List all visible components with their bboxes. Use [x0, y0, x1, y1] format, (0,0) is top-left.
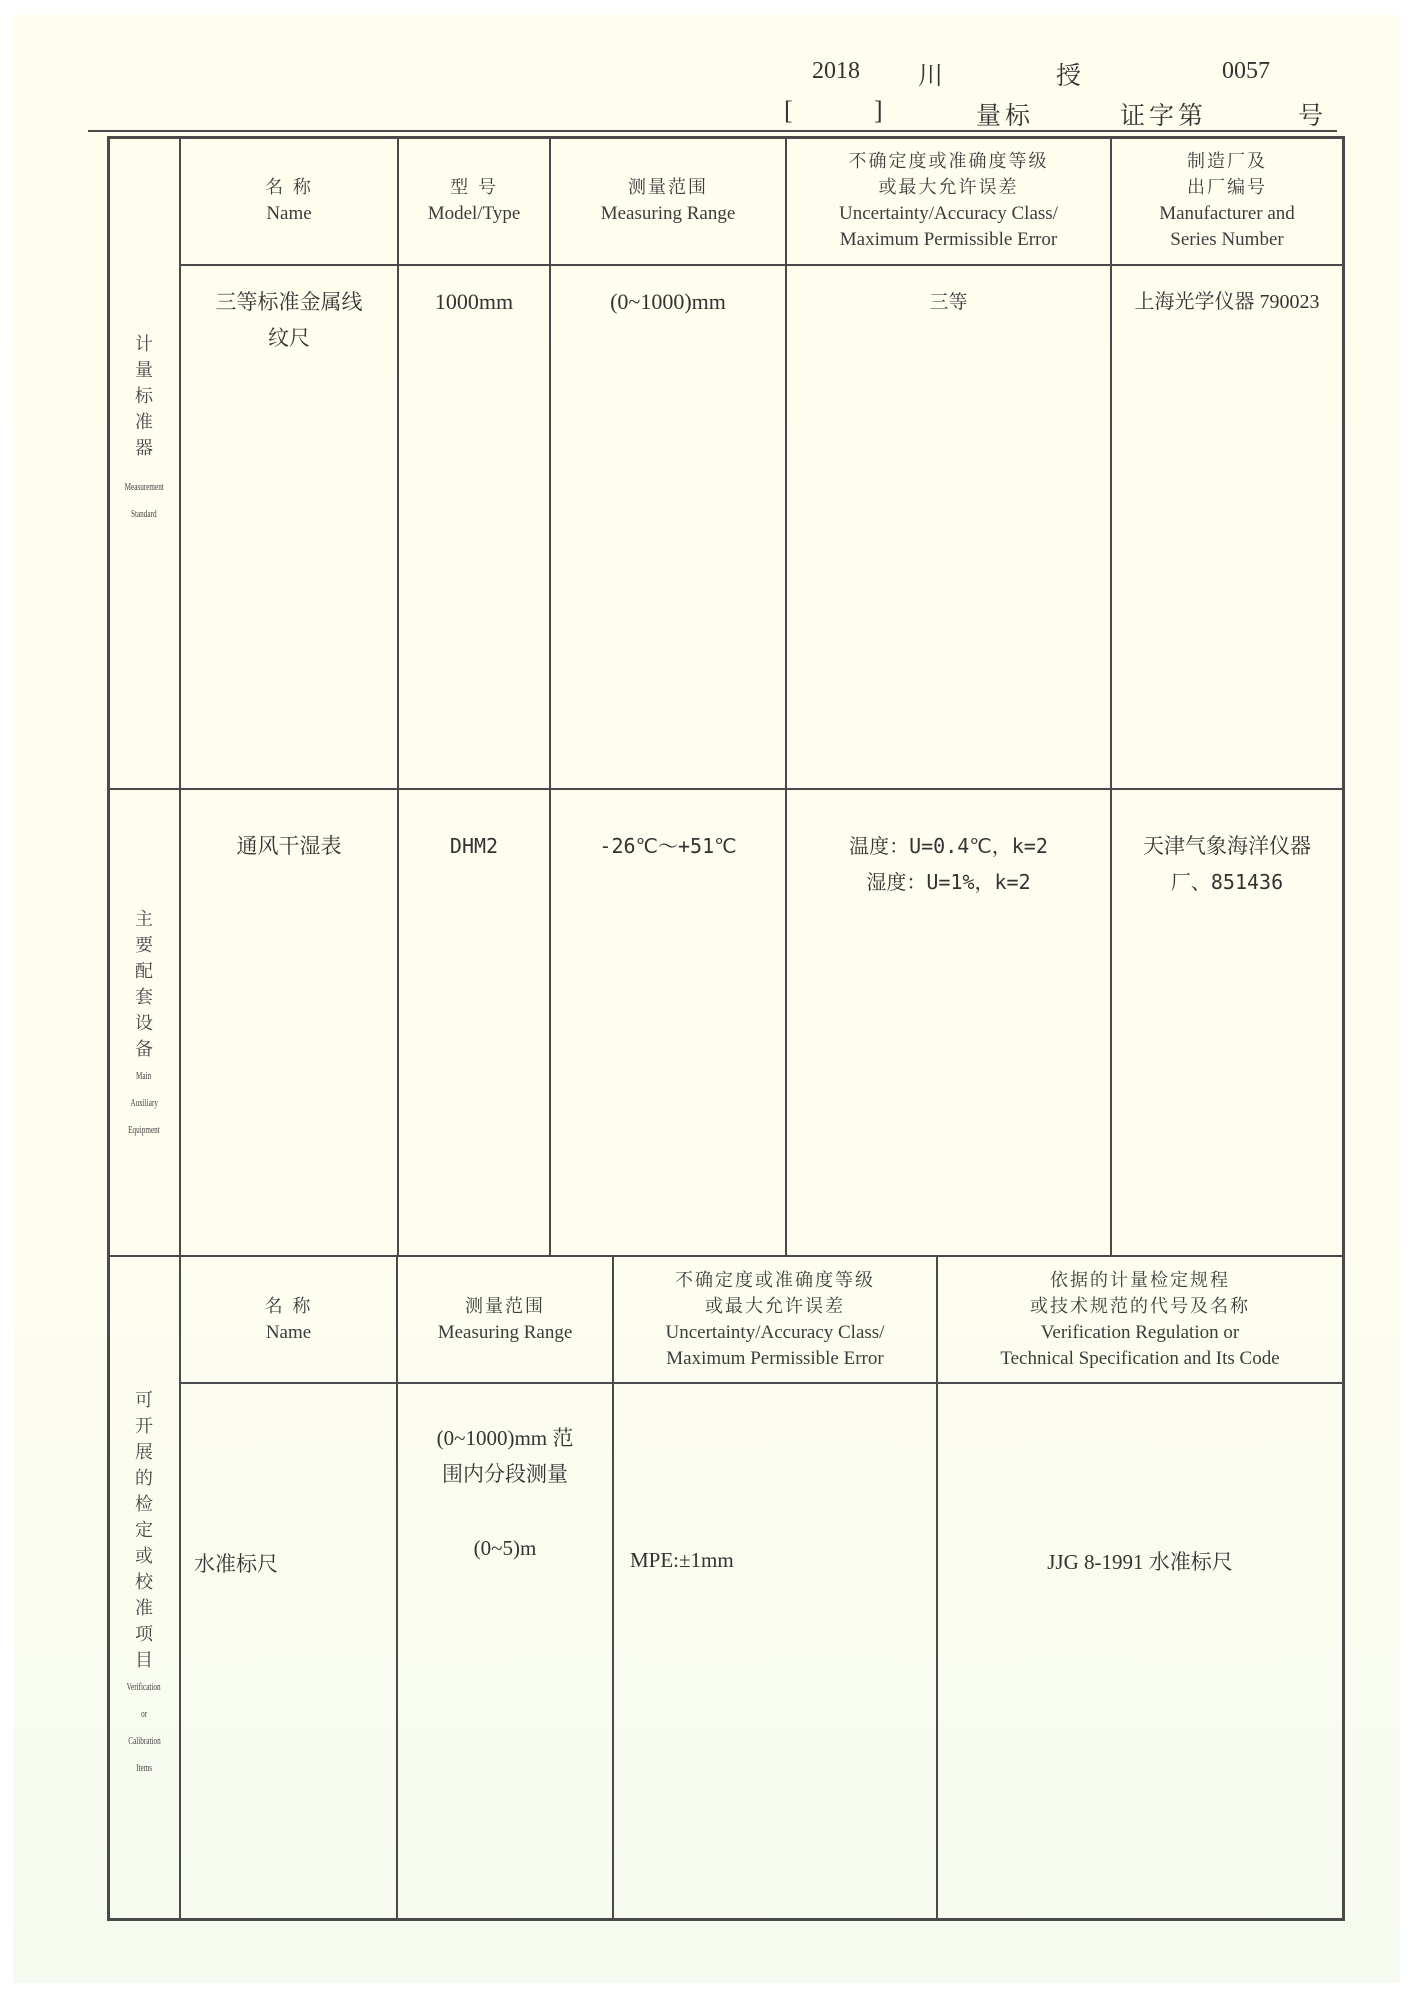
side-label-en: Main	[136, 1070, 152, 1082]
header-range	[551, 138, 785, 264]
header-uncertainty-en: Uncertainty/Accuracy Class/	[839, 203, 1058, 224]
header-uncertainty	[787, 138, 1110, 264]
equipment-uncertainty	[787, 810, 1110, 900]
side-label-cn: 主要配套设备	[135, 908, 153, 1060]
items-header-regulation-en: Verification Regulation or	[1040, 1321, 1240, 1343]
standard-manufacturer	[1112, 266, 1342, 320]
header-model-en: Model/Type	[427, 203, 521, 224]
header-name-en: Name	[266, 203, 312, 224]
side-label-measurement-standard	[108, 290, 180, 570]
standard-uncertainty-value: 三等	[929, 291, 968, 313]
items-header-regulation	[938, 1257, 1342, 1382]
cert-open-bracket: [	[784, 96, 793, 125]
side-label-en: Calibration	[127, 1736, 161, 1747]
equipment-model	[399, 810, 549, 864]
items-header-name-cn: 名 称	[264, 1295, 313, 1317]
cert-region: 川	[918, 61, 948, 90]
header-name-cn: 名 称	[265, 177, 313, 198]
item-uncertainty: MPE:±1mm	[630, 1548, 734, 1572]
items-header-regulation-cn: 或技术规范的代号及名称	[1030, 1295, 1250, 1317]
side-label-en: or	[140, 1709, 148, 1720]
standard-range-value: (0~1000)mm	[610, 289, 726, 314]
items-header-uncertainty	[614, 1257, 936, 1382]
header-range-en: Measuring Range	[600, 203, 736, 224]
cert-label-end: 号	[1298, 101, 1328, 130]
table-bottom-border	[107, 1918, 1345, 1921]
side-label-cn: 可开展的检定或校准项目	[135, 1390, 153, 1671]
header-manufacturer-cn: 制造厂及	[1187, 151, 1267, 172]
header-uncertainty-cn: 或最大允许误差	[878, 177, 1019, 198]
item-regulation	[938, 1546, 1342, 1576]
header-model-cn: 型 号	[450, 177, 498, 198]
items-header-regulation-cn: 依据的计量检定规程	[1050, 1269, 1230, 1291]
side-label-calibration-items	[108, 1375, 180, 1795]
items-header-name	[181, 1257, 396, 1382]
cert-number: 0057	[1222, 58, 1270, 84]
side-label-en: Measurement	[124, 482, 164, 493]
header-manufacturer-en: Series Number	[1170, 229, 1284, 250]
item-range-line: (0~5)m	[473, 1536, 537, 1560]
item-name: 水准标尺	[194, 1552, 278, 1576]
side-label-en: Auxiliary	[130, 1097, 158, 1109]
side-label-en: Verification	[126, 1682, 161, 1693]
items-header-uncertainty-en: Uncertainty/Accuracy Class/	[665, 1321, 885, 1343]
items-header-uncertainty-cn: 不确定度或准确度等级	[675, 1269, 875, 1291]
header-model	[399, 138, 549, 264]
header-name	[181, 138, 397, 264]
header-rule	[88, 130, 1337, 132]
side-label-en: Items	[136, 1763, 152, 1774]
standard-uncertainty	[787, 266, 1110, 320]
item-range-line: 围内分段测量	[442, 1462, 568, 1486]
items-header-regulation-en: Technical Specification and Its Code	[1000, 1347, 1280, 1369]
header-uncertainty-cn: 不确定度或准确度等级	[848, 151, 1049, 172]
items-header-name-en: Name	[265, 1321, 312, 1343]
equipment-manufacturer-line: 厂、851436	[1170, 870, 1284, 894]
row-divider	[180, 1382, 1343, 1384]
equipment-name-value: 通风干湿表	[236, 834, 342, 858]
equipment-range	[551, 810, 785, 864]
items-header-uncertainty-cn: 或最大允许误差	[705, 1295, 845, 1317]
side-label-en: Standard	[131, 509, 157, 520]
equipment-range-value: -26℃～+51℃	[599, 834, 737, 858]
section-divider	[107, 788, 1344, 790]
standard-manufacturer-value: 上海光学仪器 790023	[1134, 291, 1320, 313]
standard-name-line: 纹尺	[268, 326, 310, 350]
header-manufacturer	[1112, 138, 1342, 264]
header-uncertainty-en: Maximum Permissible Error	[839, 229, 1058, 250]
table-right-border	[1342, 136, 1345, 1921]
items-header-uncertainty-en: Maximum Permissible Error	[666, 1347, 884, 1369]
standard-model-value: 1000mm	[434, 289, 514, 314]
items-header-range-cn: 测量范围	[465, 1295, 545, 1317]
side-label-cn: 计量标准器	[135, 334, 153, 459]
side-label-en: Equipment	[128, 1124, 160, 1136]
equipment-uncertainty-line: 温度：U=0.4℃，k=2	[849, 834, 1048, 858]
equipment-manufacturer-line: 天津气象海洋仪器	[1143, 834, 1311, 858]
standard-name-line: 三等标准金属线	[215, 290, 363, 314]
header-manufacturer-en: Manufacturer and	[1159, 203, 1295, 224]
side-label-auxiliary-equipment	[108, 900, 180, 1150]
equipment-uncertainty-line: 湿度：U=1%，k=2	[866, 870, 1031, 894]
header-manufacturer-cn: 出厂编号	[1187, 177, 1267, 198]
cert-close-bracket: ]	[874, 96, 883, 125]
items-header-range	[398, 1257, 612, 1382]
item-regulation-value: JJG 8-1991 水准标尺	[1047, 1550, 1233, 1574]
standard-range	[551, 266, 785, 320]
standard-name	[181, 266, 397, 356]
cert-type: 授	[1056, 61, 1086, 90]
item-range	[398, 1420, 612, 1566]
standard-model	[399, 266, 549, 320]
equipment-name	[181, 810, 397, 864]
header-range-cn: 测量范围	[628, 177, 708, 198]
cert-label-middle: 量标	[976, 101, 1035, 130]
items-header-range-en: Measuring Range	[437, 1321, 573, 1343]
cert-label-right: 证字第	[1120, 101, 1208, 130]
item-range-line: (0~1000)mm 范	[436, 1426, 574, 1450]
cert-year: 2018	[812, 58, 860, 84]
equipment-model-value: DHM2	[449, 834, 499, 858]
equipment-manufacturer	[1112, 810, 1342, 900]
